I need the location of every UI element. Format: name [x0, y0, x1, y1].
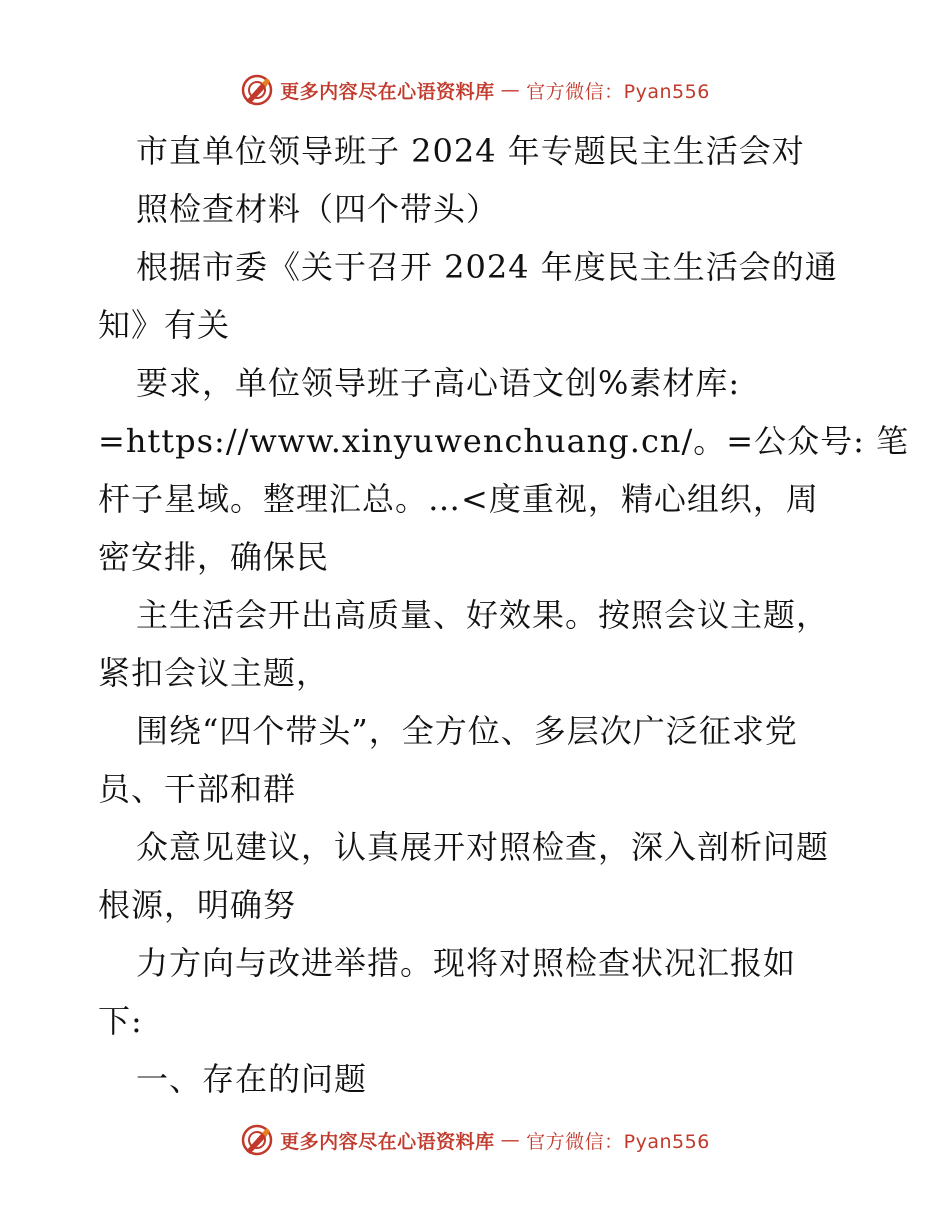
doc-paragraph-line: 主生活会开出高质量、好效果。按照会议主题， — [136, 596, 830, 634]
watermark-main-text: 更多内容尽在心语资料库 — [280, 1130, 495, 1153]
brand-logo-icon — [240, 73, 274, 107]
doc-paragraph-line: =https://www.xinyuwenchuang.cn/。=公众号: 笔 — [98, 422, 910, 460]
doc-paragraph-line: 员、干部和群 — [98, 770, 297, 808]
watermark-group — [240, 1123, 710, 1157]
header-watermark — [0, 70, 950, 110]
brand-logo-icon — [240, 1123, 274, 1157]
doc-paragraph-line: 根源，明确努 — [98, 886, 297, 924]
footer-watermark — [0, 1120, 950, 1160]
doc-paragraph-line: 杆子星域。整理汇总。…<度重视，精心组织，周 — [98, 480, 819, 518]
watermark-separator: — — [500, 79, 521, 101]
watermark-group — [240, 73, 710, 107]
doc-title-line-1: 市直单位领导班子 2024 年专题民主生活会对 — [136, 132, 805, 170]
document-body — [98, 122, 910, 1108]
doc-paragraph-line: 密安排，确保民 — [98, 538, 330, 576]
doc-paragraph-line: 要求，单位领导班子高心语文创%素材库: — [136, 364, 741, 402]
doc-paragraph-line: 紧扣会议主题， — [98, 654, 330, 692]
doc-paragraph-line: 下: — [98, 1002, 143, 1040]
doc-paragraph-line: 根据市委《关于召开 2024 年度民主生活会的通 — [136, 248, 838, 286]
watermark-separator: — — [500, 1129, 521, 1151]
section-heading: 一、存在的问题 — [136, 1060, 368, 1098]
watermark-wechat-text: 官方微信：Pyan556 — [526, 80, 710, 103]
doc-paragraph-line: 围绕“四个带头”，全方位、多层次广泛征求党 — [136, 712, 798, 750]
watermark-main-text: 更多内容尽在心语资料库 — [280, 80, 495, 103]
watermark-wechat-text: 官方微信：Pyan556 — [526, 1130, 710, 1153]
doc-title-line-2: 照检查材料（四个带头） — [136, 190, 500, 228]
doc-paragraph-line: 众意见建议，认真展开对照检查，深入剖析问题 — [136, 828, 830, 866]
doc-paragraph-line: 力方向与改进举措。现将对照检查状况汇报如 — [136, 944, 797, 982]
doc-paragraph-line: 知》有关 — [98, 306, 231, 344]
